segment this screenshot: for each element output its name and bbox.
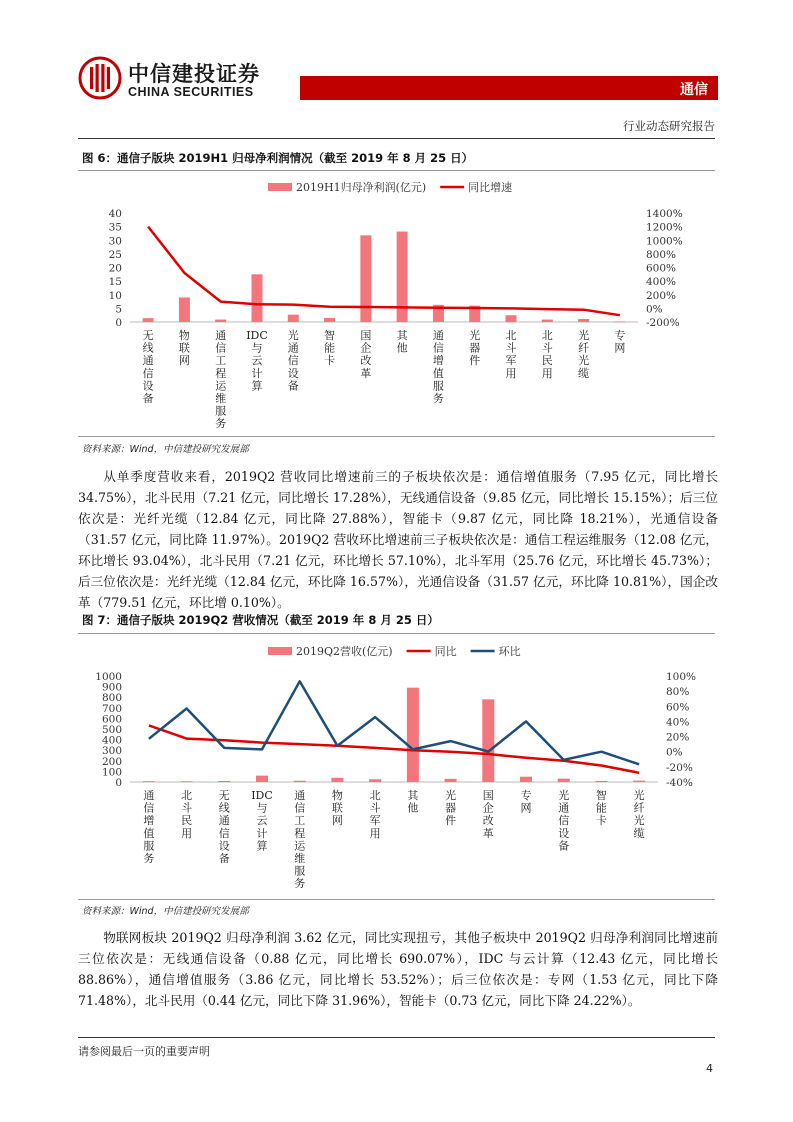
bar-物联网 — [179, 297, 190, 322]
left-axis-tick: 40 — [108, 208, 122, 220]
right-axis-tick: -40% — [666, 777, 693, 789]
paragraph-q2-profit-text: 物联网板块 2019Q2 归母净利润 3.62 亿元，同比实现扭亏，其他子板块中 2019Q2 归母净利润同比增速前三位依次是：无线通信设备（0.88 亿元，同比增长 690.07%），IDC 与云计算（12.43 亿元，同比增长 88.86%），通信增值服务（3.86 亿元，同比增长 53.52%）；后三位依次是：专网（1.53 亿元，同比下降 71.48%），北斗民用（0.44 亿元，同比下降 31.96%），智能卡（0.73 亿元，同比下降 24.22%）。 — [78, 930, 718, 1008]
figure7-chart — [78, 636, 715, 898]
left-axis-tick: 200 — [101, 755, 122, 768]
legend-label: 2019H1归母净利润(亿元) — [296, 181, 427, 194]
bar-北斗军用 — [369, 779, 381, 782]
x-tick-label: 北斗军用 — [369, 789, 381, 840]
x-tick-label: 智能卡 — [595, 789, 607, 828]
bar-国企改革 — [482, 699, 494, 782]
right-axis-tick: 40% — [666, 716, 690, 729]
bar-智能卡 — [324, 318, 335, 322]
left-axis-tick: 900 — [101, 681, 122, 694]
x-tick-label: 国企改革 — [482, 789, 494, 840]
legend-label: 同比增速 — [468, 181, 513, 194]
left-axis-tick: 30 — [108, 235, 122, 248]
footer-disclaimer: 请参阅最后一页的重要声明 — [78, 1045, 210, 1058]
bar-光纤光缆 — [578, 319, 589, 322]
left-axis-tick: 5 — [115, 303, 122, 316]
right-axis-tick: 60% — [666, 701, 690, 714]
paragraph-q2-revenue — [78, 466, 718, 613]
x-tick-label: 北斗民用 — [181, 789, 193, 840]
x-tick-label: 光通信设备 — [558, 789, 570, 853]
x-tick-label: 通信增值服务 — [432, 329, 444, 405]
legend-label: 环比 — [498, 645, 521, 658]
right-axis-tick: 200% — [646, 289, 677, 302]
figure6-svg — [78, 172, 715, 434]
bar-通信工程运维服务 — [294, 781, 306, 782]
x-tick-label: 专网 — [614, 329, 626, 355]
figure6-top-rule — [78, 170, 715, 171]
bar-光通信设备 — [558, 779, 570, 782]
figure7-title: 图 7：通信子版块 2019Q2 营收情况（截至 2019 年 8 月 25 日） — [82, 613, 439, 627]
x-tick-label: 无线通信设备 — [142, 329, 154, 405]
bar-无线通信设备 — [218, 781, 230, 782]
bar-通信工程运维服务 — [215, 320, 226, 322]
sector-label: 通信 — [680, 82, 708, 98]
figure7-source: 资料来源：Wind，中信建投研究发展部 — [82, 906, 249, 917]
bar-光通信设备 — [288, 315, 299, 322]
x-tick-label: 专网 — [520, 789, 532, 815]
bar-IDC与云计算 — [256, 776, 268, 782]
right-axis-tick: 0% — [646, 303, 663, 316]
left-axis-tick: 0 — [115, 317, 122, 329]
paragraph-q2-profit — [78, 927, 718, 1011]
figure7-svg — [78, 636, 715, 898]
left-axis-tick: 15 — [108, 276, 122, 289]
right-axis-tick: 1200% — [646, 221, 683, 234]
bar-专网 — [520, 777, 532, 782]
right-axis-tick: 800% — [646, 248, 677, 261]
x-tick-label: 光纤光缆 — [633, 789, 645, 840]
bar-IDC与云计算 — [252, 274, 263, 322]
figure6-chart — [78, 172, 715, 434]
bar-光纤光缆 — [633, 781, 645, 782]
qoq-line — [149, 681, 639, 764]
left-axis-tick: 400 — [101, 734, 122, 747]
bar-物联网 — [331, 778, 343, 782]
right-axis-tick: 1000% — [646, 235, 683, 248]
company-logo — [78, 56, 258, 104]
left-axis-tick: 300 — [101, 745, 122, 758]
x-tick-label: 通信增值服务 — [143, 789, 155, 865]
figure7-top-rule — [78, 633, 715, 634]
left-axis-tick: 800 — [101, 692, 122, 705]
x-tick-label: 北斗民用 — [541, 329, 553, 380]
right-axis-tick: 20% — [666, 731, 690, 744]
left-axis-tick: 0 — [115, 777, 122, 789]
right-axis-tick: 0% — [666, 746, 683, 759]
left-axis-tick: 20 — [108, 262, 122, 275]
x-tick-label: 物联网 — [178, 329, 190, 368]
bar-北斗军用 — [506, 315, 517, 322]
right-axis-tick: 600% — [646, 262, 677, 275]
x-tick-label: 光器件 — [445, 789, 457, 828]
legend-swatch-bar — [268, 647, 292, 655]
footer-divider — [78, 1037, 715, 1038]
figure7-bottom-rule — [78, 899, 715, 900]
x-tick-label: 通信工程运维服务 — [215, 329, 227, 431]
x-tick-label: 光器件 — [469, 329, 481, 368]
bar-智能卡 — [595, 781, 607, 782]
report-type: 行业动态研究报告 — [623, 119, 715, 133]
x-tick-label: 光通信设备 — [287, 329, 299, 393]
x-tick-label: 北斗军用 — [505, 329, 517, 380]
x-tick-label: 其他 — [396, 329, 408, 355]
figure6-title: 图 6：通信子版块 2019H1 归母净利润情况（截至 2019 年 8 月 25 日） — [82, 151, 474, 165]
x-tick-label: 物联网 — [331, 789, 343, 828]
x-tick-label: 国企改革 — [360, 329, 372, 380]
bar-无线通信设备 — [143, 318, 154, 322]
growth-line — [148, 227, 620, 316]
x-tick-label: 光纤光缆 — [578, 329, 590, 380]
left-axis-tick: 25 — [108, 248, 122, 261]
x-tick-label: IDC 与云计算 — [251, 789, 273, 853]
header-sector-bar — [300, 76, 718, 100]
figure6-bottom-rule — [78, 436, 715, 437]
bar-北斗民用 — [181, 781, 193, 782]
bar-北斗民用 — [542, 320, 553, 322]
left-axis-tick: 600 — [101, 713, 122, 726]
logo-english-name: CHINA SECURITIES — [128, 85, 254, 99]
x-tick-label: 其他 — [407, 789, 419, 815]
bar-其他 — [407, 688, 419, 782]
page-number: 4 — [706, 1062, 713, 1075]
logo-emblem-icon — [78, 56, 122, 100]
left-axis-tick: 100 — [101, 766, 122, 779]
left-axis-tick: 35 — [108, 221, 122, 234]
bar-光器件 — [445, 779, 457, 782]
legend-label: 2019Q2营收(亿元) — [296, 645, 393, 658]
legend-label: 同比 — [434, 645, 457, 658]
right-axis-tick: 100% — [666, 671, 697, 683]
logo-chinese-name: 中信建投证券 — [128, 62, 260, 86]
right-axis-tick: -200% — [646, 317, 680, 329]
left-axis-tick: 700 — [101, 702, 122, 715]
paragraph-q2-revenue-text: 从单季度营收来看，2019Q2 营收同比增速前三的子板块依次是：通信增值服务（7.95 亿元，同比增长 34.75%），北斗民用（7.21 亿元，同比增长 17.28%），无线通信设备（9.85 亿元，同比增长 15.15%）；后三位依次是：光纤光缆（12.84 亿元，同比降 27.88%），智能卡（9.87 亿元，同比降 18.21%），光通信设备（31.57 亿元，同比降 11.97%）。2019Q2 营收环比增速前三子板块依次是：通信工程运维服务（12.08 亿元，环比增长 93.04%），北斗民用（7.21 亿元，环比增长 57.10%），北斗军用（25.76 亿元，环比增长 45.73%）；后三位依次是：光纤光缆（12.84 亿元，环比降 16.57%），光通信设备（31.57 亿元，环比降 10.81%），国企改革（779.51 亿元，环比增 0.10%）。 — [78, 469, 718, 610]
bar-通信增值服务 — [143, 781, 155, 782]
x-tick-label: 无线通信设备 — [218, 789, 230, 865]
x-tick-label: 通信工程运维服务 — [294, 789, 306, 891]
legend-swatch-bar — [268, 183, 292, 191]
x-tick-label: IDC 与云计算 — [246, 329, 268, 393]
right-axis-tick: -20% — [666, 761, 693, 774]
right-axis-tick: 400% — [646, 276, 677, 289]
left-axis-tick: 10 — [108, 289, 122, 302]
x-tick-label: 智能卡 — [324, 329, 336, 368]
header-divider — [78, 138, 715, 139]
bar-专网 — [614, 321, 625, 322]
left-axis-tick: 500 — [101, 724, 122, 736]
figure6-source: 资料来源：Wind，中信建投研究发展部 — [82, 444, 249, 455]
left-axis-tick: 1000 — [95, 671, 122, 683]
right-axis-tick: 80% — [666, 686, 690, 699]
right-axis-tick: 1400% — [646, 208, 683, 220]
bar-国企改革 — [360, 235, 371, 322]
